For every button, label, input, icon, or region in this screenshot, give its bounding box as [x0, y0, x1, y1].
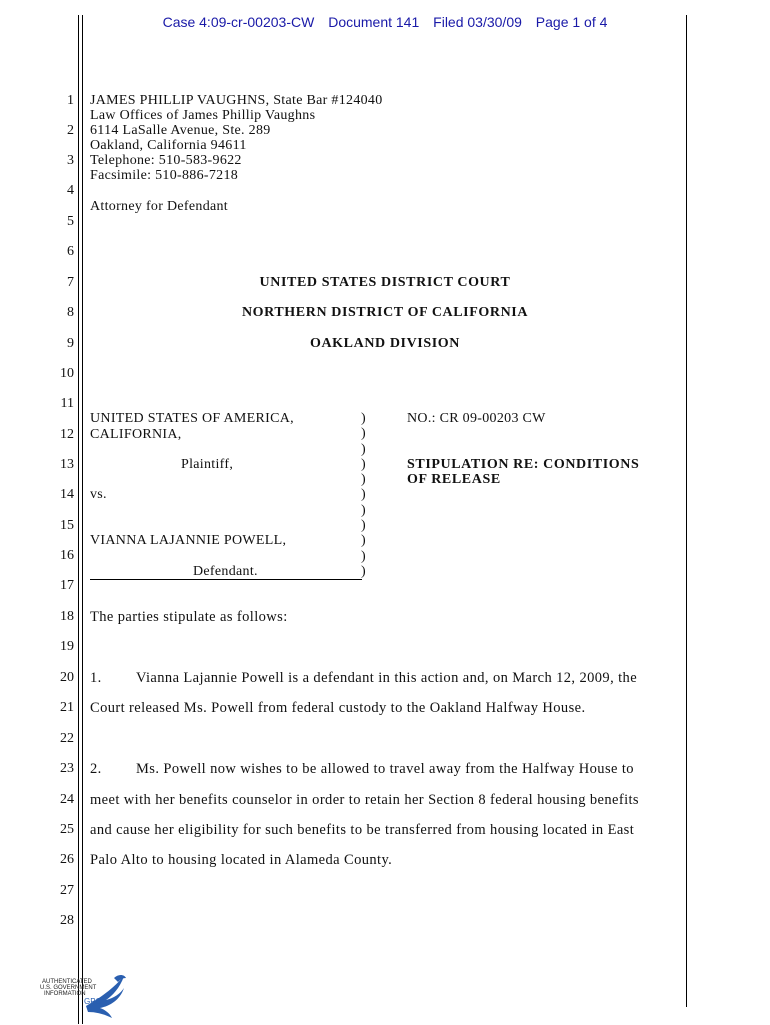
line-number: 20 [60, 670, 74, 685]
page-indicator: Page 1 of 4 [535, 14, 608, 30]
case-number: Case 4:09-cr-00203-CW [162, 14, 315, 30]
line-number: 14 [60, 487, 74, 502]
document-title-line2: OF RELEASE [407, 472, 501, 487]
attorney-phone: Telephone: 510-583-9622 [90, 153, 242, 168]
defendant-name: VIANNA LAJANNIE POWELL, [90, 533, 287, 548]
line-number: 11 [60, 396, 74, 411]
document-number: Document 141 [328, 14, 420, 30]
stipulation-intro: The parties stipulate as follows: [90, 609, 288, 625]
caption-underline [90, 579, 362, 580]
line-number: 9 [67, 336, 74, 351]
seal-line2: U.S. GOVERNMENT [40, 985, 97, 991]
line-number: 17 [60, 578, 74, 593]
line-number: 8 [67, 305, 74, 320]
plaintiff-name-line2: CALIFORNIA, [90, 427, 182, 442]
line-number: 1 [67, 93, 74, 108]
line-number: 13 [60, 457, 74, 472]
line-number: 24 [60, 792, 74, 807]
gpo-authentication-seal [40, 970, 130, 1020]
versus-text: vs. [90, 487, 107, 502]
seal-line1: AUTHENTICATED [42, 979, 92, 985]
line-number: 15 [60, 518, 74, 533]
line-number: 2 [67, 123, 74, 138]
attorney-firm: Law Offices of James Phillip Vaughns [90, 108, 316, 123]
court-name: UNITED STATES DISTRICT COURT [259, 275, 511, 290]
line-number: 10 [60, 366, 74, 381]
attorney-role: Attorney for Defendant [90, 199, 228, 214]
ecf-header [0, 14, 770, 30]
court-district: NORTHERN DISTRICT OF CALIFORNIA [241, 305, 529, 320]
caption-parentheses: ) ) ) ) ) ) ) ) ) ) ) [361, 411, 366, 579]
paragraph-2-line2: meet with her benefits counselor in order to retain her Section 8 federal housing benefits [90, 792, 639, 808]
line-number: 18 [60, 609, 74, 624]
paragraph-1-number: 1. [90, 670, 102, 686]
line-number: 19 [60, 639, 74, 654]
right-rule [686, 15, 687, 1007]
line-number: 7 [67, 275, 74, 290]
paragraph-2-line4: Palo Alto to housing located in Alameda County. [90, 852, 393, 868]
attorney-name: JAMES PHILLIP VAUGHNS, State Bar #124040 [90, 93, 383, 108]
filed-date: Filed 03/30/09 [433, 14, 522, 30]
gpo-eagle-icon [40, 970, 130, 1020]
line-number: 22 [60, 731, 74, 746]
paragraph-2-line3: and cause her eligibility for such benefits to be transferred from housing located in East [90, 822, 635, 838]
court-division: OAKLAND DIVISION [309, 336, 460, 351]
line-number: 26 [60, 852, 74, 867]
seal-line3: INFORMATION [44, 991, 86, 997]
attorney-street: 6114 LaSalle Avenue, Ste. 289 [90, 123, 271, 138]
line-number: 23 [60, 761, 74, 776]
line-number: 5 [67, 214, 74, 229]
plaintiff-role: Plaintiff, [181, 457, 234, 472]
plaintiff-name-line1: UNITED STATES OF AMERICA, [90, 411, 294, 426]
attorney-city: Oakland, California 94611 [90, 138, 247, 153]
line-number: 21 [60, 700, 74, 715]
paragraph-2-line1: Ms. Powell now wishes to be allowed to travel away from the Halfway House to [136, 761, 634, 777]
paragraph-2-number: 2. [90, 761, 102, 777]
line-number: 28 [60, 913, 74, 928]
left-rule-2 [82, 15, 83, 1024]
case-no: NO.: CR 09-00203 CW [407, 411, 546, 426]
left-rule-1 [78, 15, 79, 1024]
line-number: 6 [67, 244, 74, 259]
line-number: 27 [60, 883, 74, 898]
defendant-role: Defendant. [193, 564, 258, 579]
line-number: 4 [67, 183, 74, 198]
line-number: 12 [60, 427, 74, 442]
line-number: 25 [60, 822, 74, 837]
line-number: 16 [60, 548, 74, 563]
attorney-fax: Facsimile: 510-886-7218 [90, 168, 239, 183]
seal-mark: GPO [84, 997, 102, 1006]
paragraph-1-line1: Vianna Lajannie Powell is a defendant in this action and, on March 12, 2009, the [136, 670, 638, 686]
paragraph-1-line2: Court released Ms. Powell from federal custody to the Oakland Halfway House. [90, 700, 586, 716]
line-number: 3 [67, 153, 74, 168]
document-title-line1: STIPULATION RE: CONDITIONS [407, 457, 640, 472]
